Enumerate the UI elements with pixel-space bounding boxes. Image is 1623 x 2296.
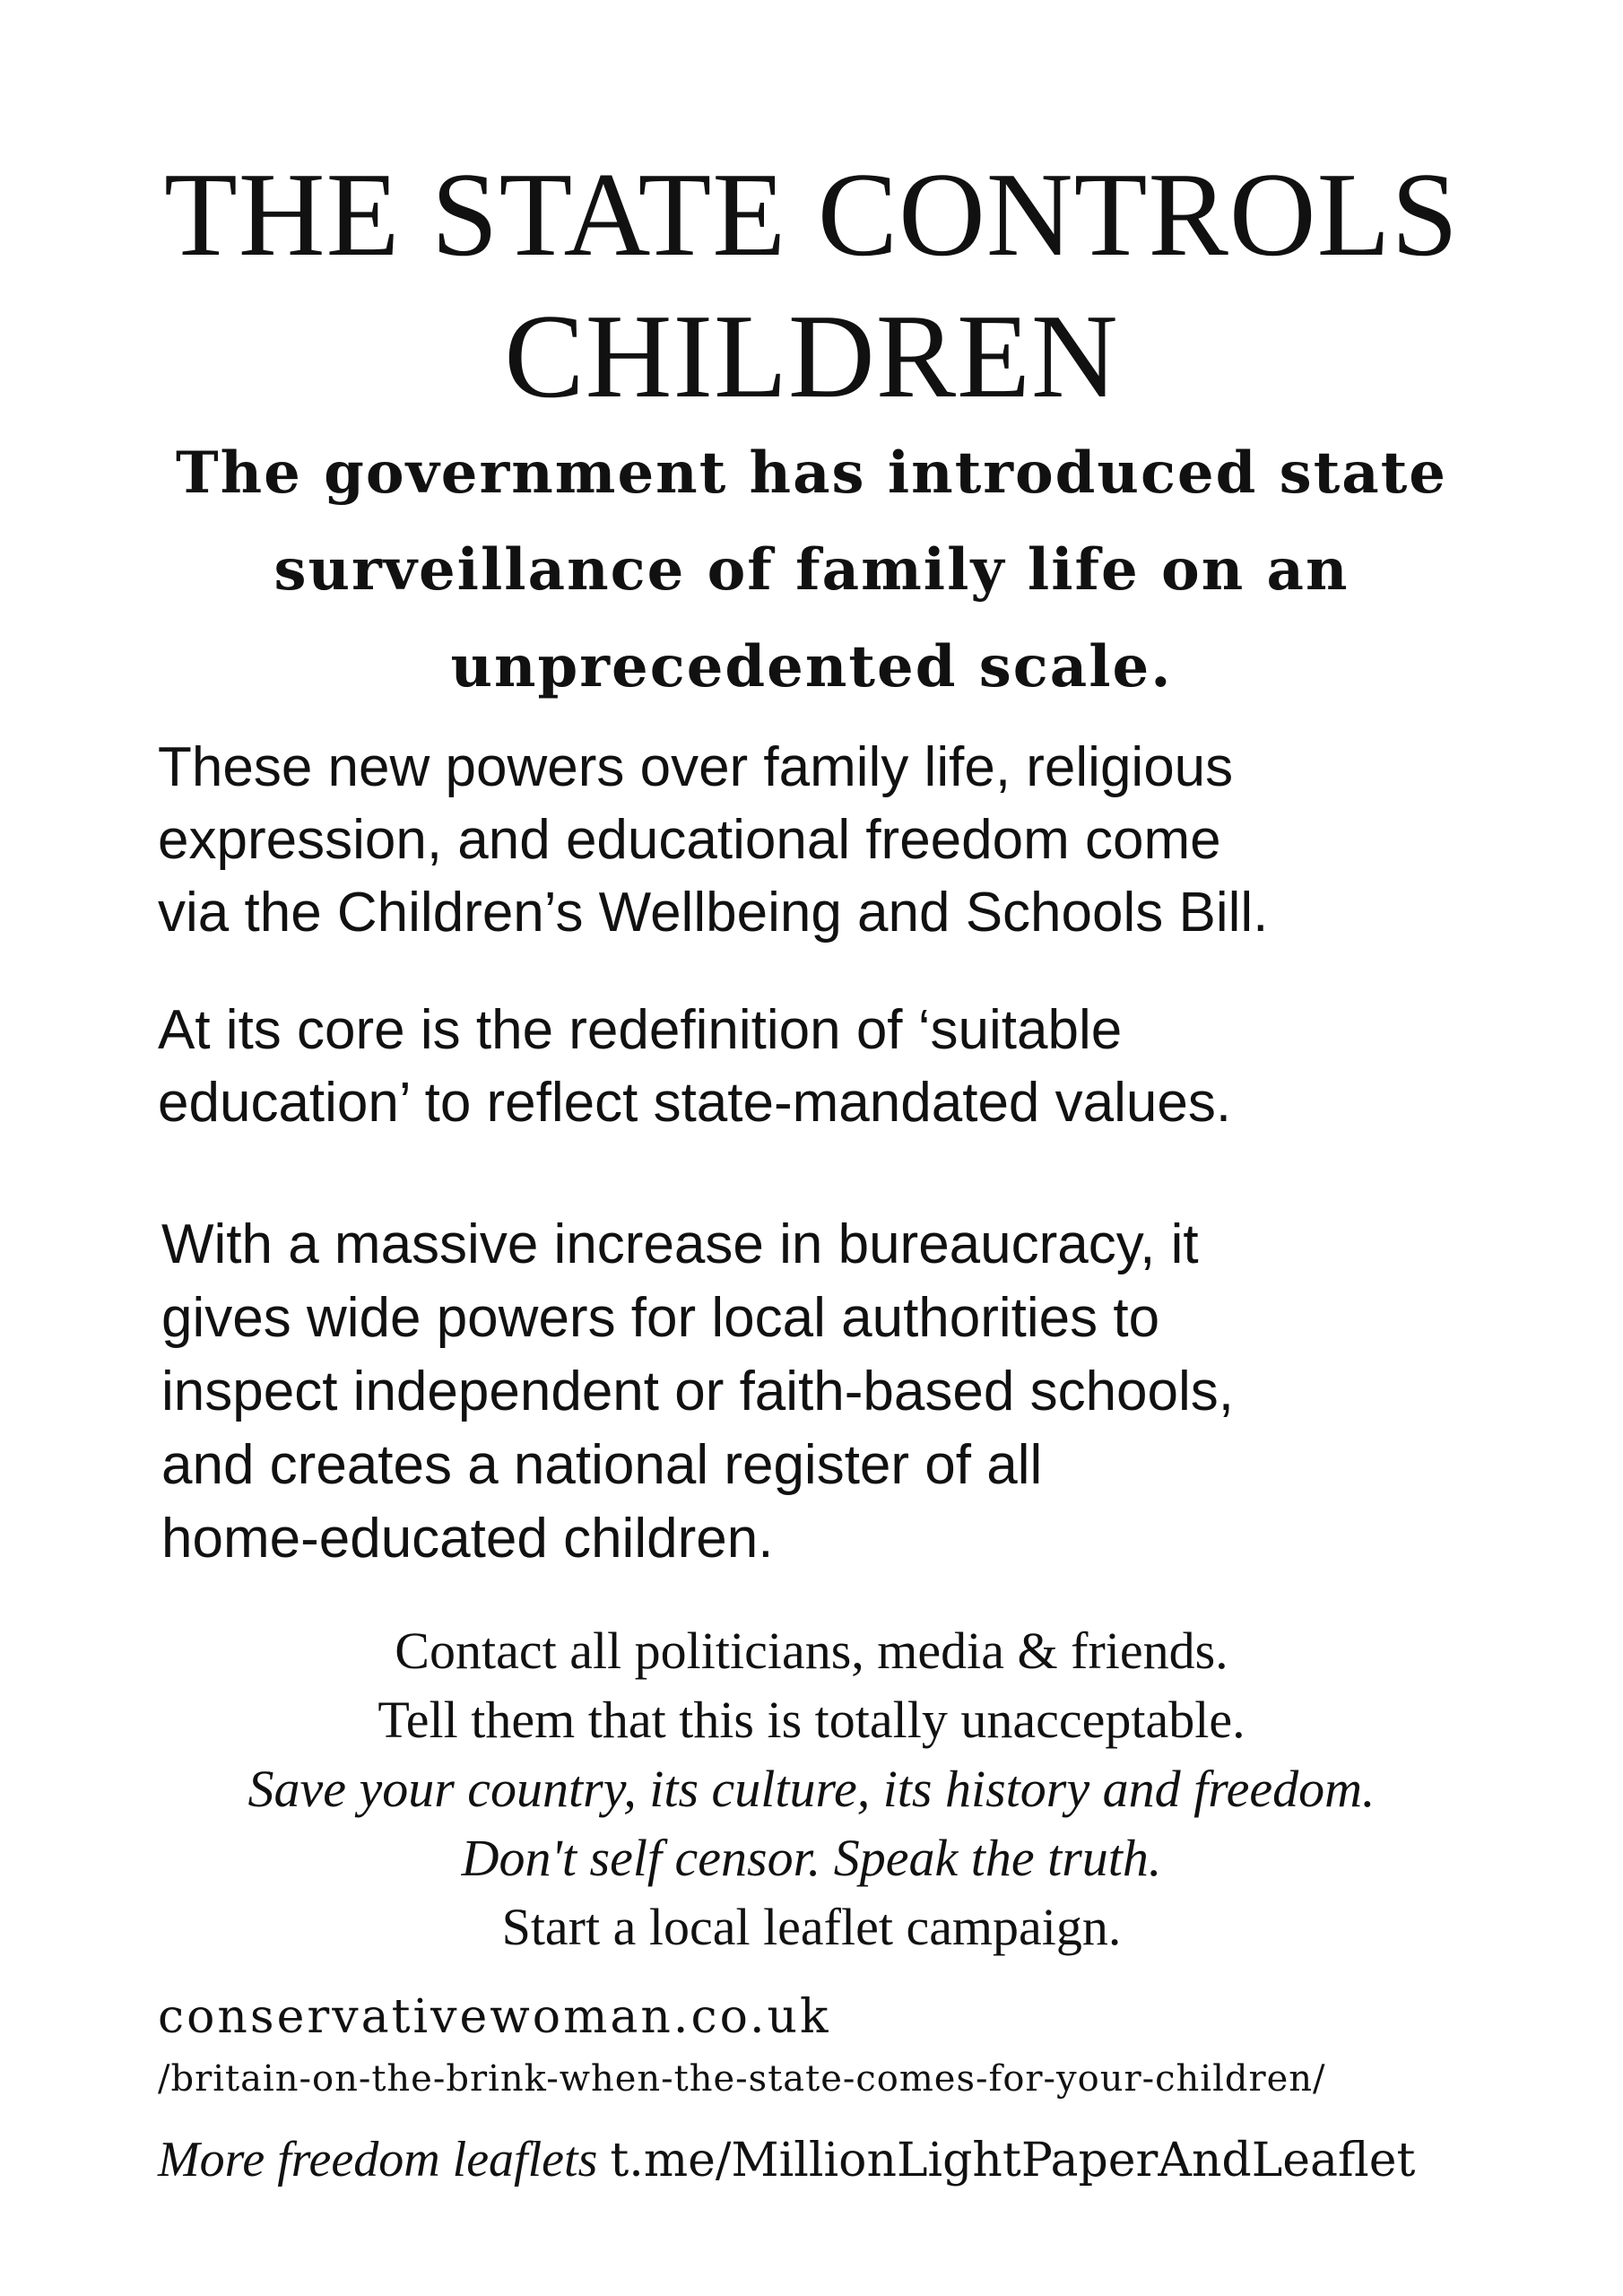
paragraph-line: At its core is the redefinition of ‘suitable — [158, 999, 1123, 1061]
cta-line: Don't self censor. Speak the truth. — [461, 1829, 1162, 1887]
paragraph-line: home-educated children. — [161, 1508, 774, 1570]
paragraph-line: gives wide powers for local authorities to — [161, 1287, 1160, 1349]
call-to-action — [0, 1616, 1623, 1961]
paragraph-suitable-education — [158, 994, 1503, 1139]
cta-line: Contact all politicians, media & friends. — [395, 1622, 1228, 1680]
footer-leaflets — [158, 2126, 1415, 2195]
paragraph-line: and creates a national register of all — [161, 1434, 1043, 1496]
leaflet-subtitle — [117, 425, 1506, 716]
subtitle-line: surveillance of family life on an — [273, 536, 1350, 604]
paragraph-line: education’ to reflect state-mandated values. — [158, 1072, 1232, 1134]
paragraph-line: expression, and educational freedom come — [158, 809, 1221, 871]
cta-line: Tell them that this is totally unacceptable. — [378, 1691, 1245, 1749]
paragraph-bureaucracy — [161, 1208, 1506, 1576]
source-path: /britain-on-the-brink-when-the-state-comes-for-your-children/ — [158, 2058, 1326, 2100]
paragraph-line: via the Children’s Wellbeing and Schools Bill. — [158, 882, 1269, 944]
source-site: conservativewoman.co.uk — [158, 1990, 831, 2044]
paragraph-line: With a massive increase in bureaucracy, it — [161, 1213, 1199, 1275]
subtitle-line: The government has introduced state — [175, 439, 1448, 507]
title-line: THE STATE CONTROLS — [163, 148, 1460, 281]
paragraph-line: inspect independent or faith-based schools, — [161, 1361, 1235, 1422]
leaflet-title — [0, 144, 1623, 427]
footer-link: t.me/MillionLightPaperAndLeaflet — [610, 2134, 1416, 2187]
title-line: CHILDREN — [504, 290, 1119, 422]
footer-label: More freedom leaflets — [158, 2132, 598, 2187]
cta-line: Start a local leaflet campaign. — [501, 1898, 1122, 1956]
subtitle-line: unprecedented scale. — [450, 633, 1173, 700]
cta-line: Save your country, its culture, its history and freedom. — [247, 1760, 1376, 1818]
paragraph-line: These new powers over family life, religious — [158, 736, 1234, 798]
paragraph-bill — [158, 731, 1503, 949]
